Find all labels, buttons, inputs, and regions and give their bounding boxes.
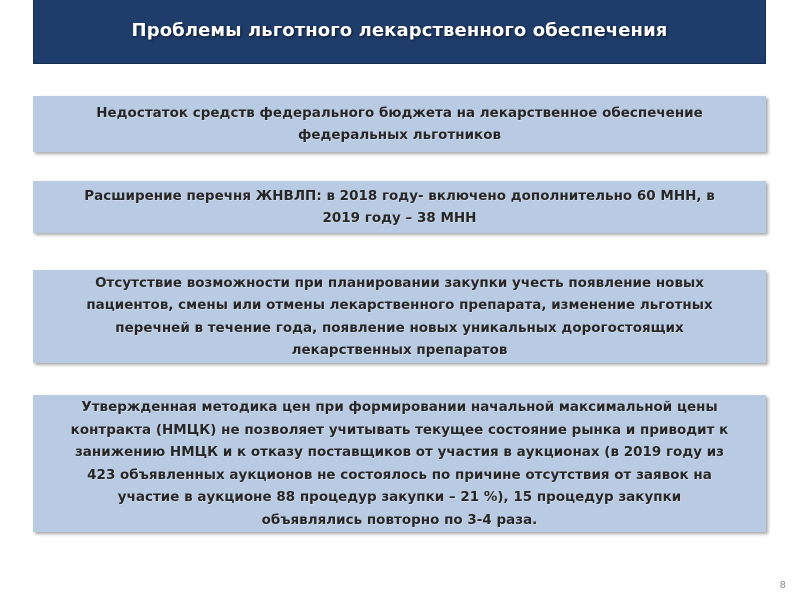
text-line: занижению НМЦК и к отказу поставщиков от участия в аукционах (в 2019 году из [74, 444, 725, 460]
problem-text-planning [86, 272, 712, 362]
text-line: федеральных льготников [297, 127, 502, 143]
text-line: пациентов, смены или отмены лекарственного препарата, изменение льготных [86, 297, 713, 313]
text-line: контракта (НМЦК) не позволяет учитывать текущее состояние рынка и приводит к [70, 421, 729, 438]
problem-text-list-expansion [84, 185, 715, 230]
text-line: Расширение перечня ЖНВЛП: в 2018 году- включено дополнительно 60 МНН, в [84, 187, 715, 204]
problem-box-list-expansion [33, 181, 766, 233]
problem-box-pricing-method [33, 395, 766, 532]
page-number: 8 [779, 580, 786, 591]
text-line: объявлялись повторно по 3-4 раза. [261, 511, 538, 528]
text-line: 2019 году – 38 МНН [322, 210, 477, 226]
text-line: Недостаток средств федерального бюджета на лекарственное обеспечение [96, 104, 703, 121]
text-line: перечней в течение года, появление новых уникальных дорогостоящих [115, 319, 684, 336]
problem-box-budget-shortage [33, 96, 766, 152]
problem-box-planning [33, 270, 766, 363]
slide-title: Проблемы льготного лекарственного обеспечения [131, 20, 668, 41]
problem-text-pricing-method [71, 396, 729, 531]
text-line: Отсутствие возможности при планировании закупки учесть появление новых [95, 274, 704, 291]
text-line: лекарственных препаратов [291, 342, 508, 358]
text-line: 423 объявленных аукционов не состоялось по причине отсутствия от заявок на [87, 466, 712, 483]
text-line: Утвержденная методика цен при формировании начальной максимальной цены [81, 399, 718, 415]
text-line: участие в аукционе 88 процедур закупки – 21 %), 15 процедур закупки [117, 489, 682, 505]
title-banner [33, 0, 766, 64]
problem-text-budget-shortage [96, 102, 703, 147]
